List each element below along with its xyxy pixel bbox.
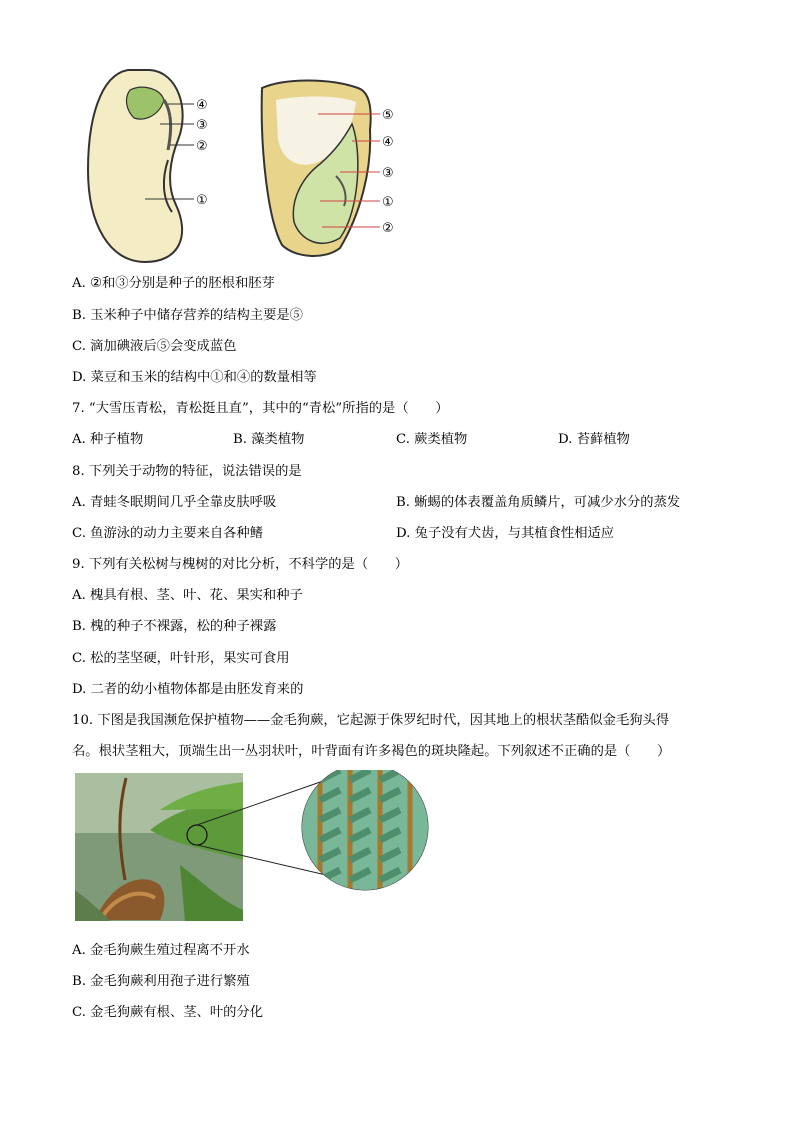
q9-option-a: A. 槐具有根、茎、叶、花、果实和种子 [72, 588, 303, 603]
q7-stem: 7. “大雪压青松，青松挺且直”，其中的“青松”所指的是（ ） [72, 401, 449, 416]
q10-option-a: A. 金毛狗蕨生殖过程离不开水 [72, 943, 250, 958]
corn-label-5: ⑤ [382, 108, 394, 123]
bean-label-1: ① [196, 193, 208, 208]
corn-label-4: ④ [382, 135, 394, 150]
q6-option-a: A. ②和③分别是种子的胚根和胚芽 [72, 276, 275, 291]
fern-leaf-magnified [300, 770, 430, 900]
q6-option-c: C. 滴加碘液后⑤会变成蓝色 [72, 339, 237, 354]
corn-seed-diagram [262, 81, 394, 256]
q7-option-a: A. 种子植物 [72, 432, 144, 447]
q8-option-c: C. 鱼游泳的动力主要来自各种鳍 [72, 526, 264, 541]
golden-hair-fern-figure [0, 770, 794, 930]
bean-label-4: ④ [196, 98, 208, 113]
q6-option-b: B. 玉米种子中储存营养的结构主要是⑤ [72, 308, 303, 323]
bean-label-2: ② [196, 139, 208, 154]
q7-option-c: C. 蕨类植物 [396, 432, 468, 447]
q8-option-d: D. 兔子没有犬齿，与其植食性相适应 [396, 526, 615, 541]
q9-option-b: B. 槐的种子不裸露，松的种子裸露 [72, 619, 277, 634]
q9-option-c: C. 松的茎坚硬，叶针形，果实可食用 [72, 651, 290, 666]
q8-option-a: A. 青蛙冬眠期间几乎全靠皮肤呼吸 [72, 495, 277, 510]
seed-structure-figure [0, 0, 794, 270]
q7-option-b: B. 藻类植物 [233, 432, 305, 447]
corn-label-3: ③ [382, 166, 394, 181]
q9-option-d: D. 二者的幼小植物体都是由胚发育来的 [72, 682, 304, 697]
q8-stem: 8. 下列关于动物的特征，说法错误的是 [72, 464, 302, 479]
q10-option-c: C. 金毛狗蕨有根、茎、叶的分化 [72, 1005, 264, 1020]
corn-label-1: ① [382, 195, 394, 210]
q6-option-d: D. 菜豆和玉米的结构中①和④的数量相等 [72, 370, 317, 385]
q10-option-b: B. 金毛狗蕨利用孢子进行繁殖 [72, 974, 250, 989]
q7-option-d: D. 苔藓植物 [558, 432, 630, 447]
q8-option-b: B. 蜥蜴的体表覆盖角质鳞片，可减少水分的蒸发 [396, 495, 681, 510]
q10-stem-line1: 10. 下图是我国濒危保护植物——金毛狗蕨，它起源于侏罗纪时代，因其地上的根状茎酷似金毛狗头得 [72, 713, 670, 728]
q9-stem: 9. 下列有关松树与槐树的对比分析，不科学的是（ ） [72, 557, 409, 572]
bean-seed-diagram [88, 70, 208, 262]
bean-label-3: ③ [196, 118, 208, 133]
q10-stem-line2: 名。根状茎粗大，顶端生出一丛羽状叶，叶背面有许多褐色的斑块隆起。下列叙述不正确的是（ ） [72, 744, 671, 759]
corn-label-2: ② [382, 221, 394, 236]
fern-photo [75, 773, 243, 921]
